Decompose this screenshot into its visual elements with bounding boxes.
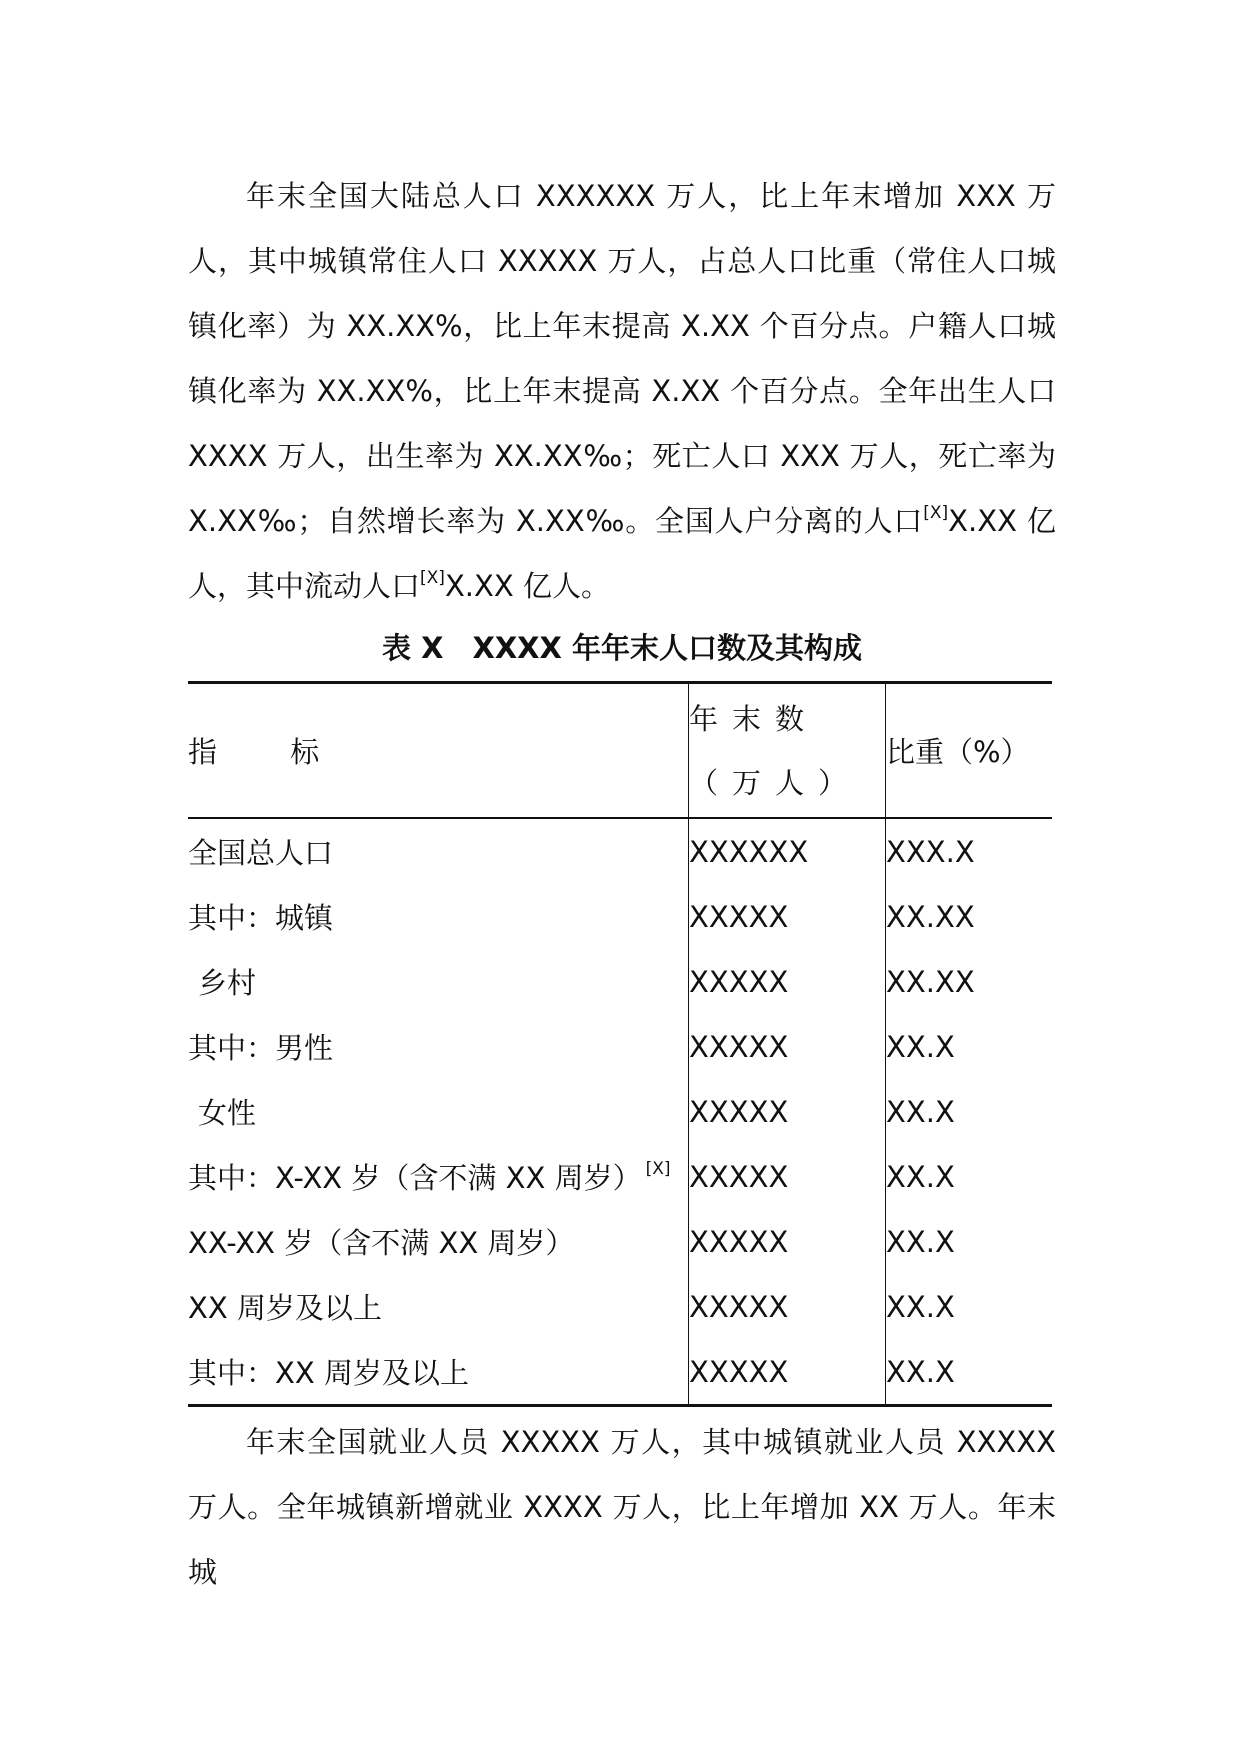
footnote-marker: [X] (645, 1159, 671, 1179)
table-row (188, 1339, 1052, 1406)
row-indicator: 其中：城镇 (188, 901, 334, 935)
row-indicator: 其中：X-XX 岁（含不满 XX 周岁） [X] (188, 1159, 671, 1195)
row-count: XXXXX (689, 1014, 886, 1079)
table-row (188, 1014, 1052, 1079)
table-caption: 表 X XXXX 年年末人口数及其构成 (382, 631, 862, 665)
row-count: XXXXX (689, 1144, 886, 1209)
row-count: XXXXX (689, 884, 886, 949)
paragraph-text: X.XX 亿人，其中流动人口 (188, 504, 1056, 603)
paragraph-text: X.XX 亿人。 (444, 569, 610, 603)
table-row (188, 1274, 1052, 1339)
table-row (188, 1144, 1052, 1209)
row-indicator: 全国总人口 (188, 836, 334, 870)
row-count: XXXXXX (689, 818, 886, 884)
footnote-marker: [X] (923, 503, 949, 523)
population-table (188, 681, 1052, 1407)
paragraph-text: 年末全国大陆总人口 XXXXXX 万人，比上年末增加 XXX 万人，其中城镇常住人口 XXXXX 万人，占总人口比重（常住人口城镇化率）为 XX.XX%，比上年末提高 X.XX 个百分点。户籍人口城镇化率为 XX.XX%，比上年末提高 X.XX 个百分点。全年出生人口 XXXX 万人，出生率为 XX.XX‰；死亡人口 XXX 万人，死亡率为 X.XX‰；自然增长率为 X.XX‰。全国人户分离的人口 (188, 179, 1056, 538)
row-indicator: XX-XX 岁（含不满 XX 周岁） (188, 1226, 575, 1260)
row-share: XX.XX (886, 884, 1053, 949)
row-share: XX.X (886, 1014, 1053, 1079)
row-indicator: XX 周岁及以上 (188, 1291, 382, 1325)
row-share: XXX.X (886, 818, 1053, 884)
table-header-row (188, 683, 1052, 819)
row-share: XX.X (886, 1339, 1053, 1406)
row-share: XX.X (886, 1274, 1053, 1339)
table-row (188, 818, 1052, 884)
row-indicator: 女性 (198, 1096, 257, 1130)
paragraph-population-summary (188, 164, 1056, 619)
row-count: XXXXX (689, 1274, 886, 1339)
row-indicator: 乡村 (198, 966, 257, 1000)
row-share: XX.X (886, 1209, 1053, 1274)
footnote-marker: [X] (420, 568, 445, 588)
table-row (188, 884, 1052, 949)
paragraph-employment-summary: 年末全国就业人员 XXXXX 万人，其中城镇就业人员 XXXXX 万人。全年城镇新增就业 XXXX 万人，比上年增加 XX 万人。年末城 (188, 1425, 1056, 1589)
row-indicator: 其中：XX 周岁及以上 (188, 1356, 469, 1390)
row-indicator: 其中：男性 (188, 1031, 334, 1065)
row-share: XX.XX (886, 949, 1053, 1014)
row-count: XXXXX (689, 1079, 886, 1144)
table-row (188, 1079, 1052, 1144)
header-share: 比重（%） (886, 683, 1053, 819)
table-row (188, 949, 1052, 1014)
header-count: 年末数（万人） (689, 683, 886, 819)
row-count: XXXXX (689, 1339, 886, 1406)
row-share: XX.X (886, 1079, 1053, 1144)
table-row (188, 1209, 1052, 1274)
row-count: XXXXX (689, 1209, 886, 1274)
row-count: XXXXX (689, 949, 886, 1014)
header-indicator: 指 标 (188, 735, 352, 769)
row-share: XX.X (886, 1144, 1053, 1209)
